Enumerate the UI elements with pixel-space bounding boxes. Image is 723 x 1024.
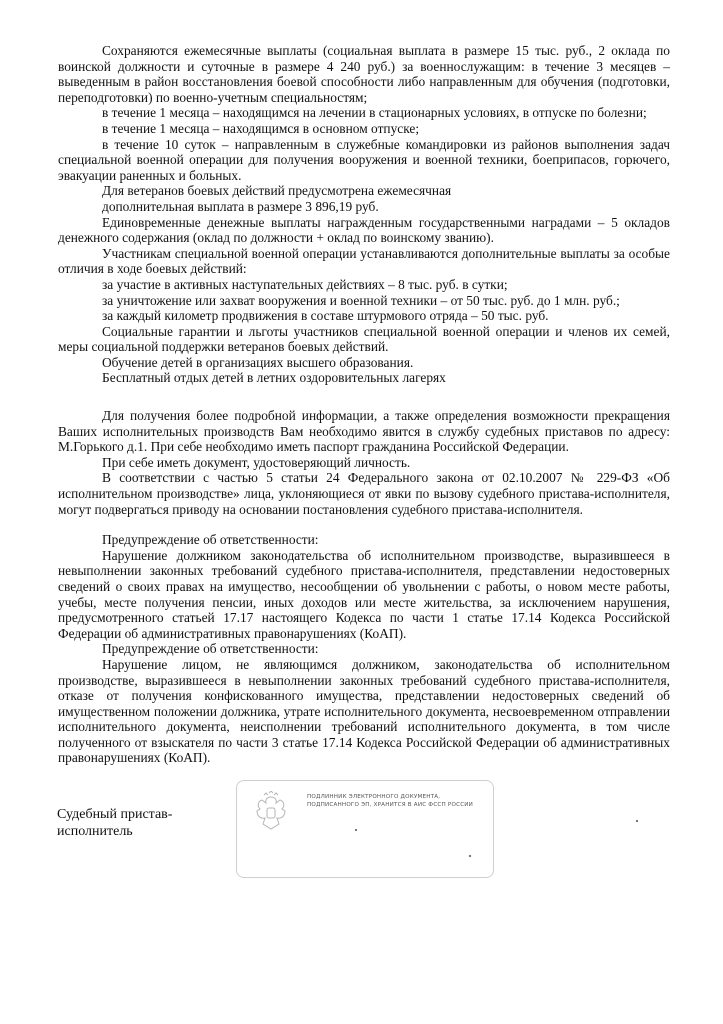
scan-speck <box>636 820 638 822</box>
scan-speck <box>469 855 471 857</box>
paragraph: Единовременные денежные выплаты награжденным государственными наградами – 5 окладов денежного содержания (оклад по должности + оклад по воинскому званию). <box>58 214 670 246</box>
paragraph: Для получения более подробной информации, а также определения возможности прекращения Ваших исполнительных производств Вам необходимо явится в службу судебных приставов по адресу: М.Горького д.1. При себе необходимо иметь паспорт гражданина Российской Федерации. <box>58 408 670 455</box>
electronic-signature-stamp <box>236 780 494 878</box>
paragraph: за уничтожение или захват вооружения и военной техники – от 50 тыс. руб. до 1 млн. руб.; <box>102 292 620 308</box>
stamp-line-2: ПОДПИСАННОГО ЭП, ХРАНИТСЯ В АИС ФССП РОССИИ <box>307 802 474 808</box>
stamp-line-1: ПОДЛИННИК ЭЛЕКТРОННОГО ДОКУМЕНТА, <box>307 794 441 800</box>
scan-speck <box>355 829 357 831</box>
signer-role-line2: исполнитель <box>57 824 133 839</box>
signer-role-line1: Судебный пристав- <box>57 807 173 822</box>
paragraph: за каждый километр продвижения в составе штурмового отряда – 50 тыс. руб. <box>102 308 549 324</box>
signer-block <box>57 806 172 840</box>
paragraph: в течение 10 суток – направленным в служебные командировки из районов выполнения задач специальной военной операции для получения вооружения и военной техники, боеприпасов, горючего, эвакуации раненных и больных. <box>58 136 670 183</box>
coat-of-arms-icon <box>249 791 293 835</box>
paragraph: дополнительная выплата в размере 3 896,19 руб. <box>102 198 379 214</box>
paragraph: в течение 1 месяца – находящимся в основном отпуске; <box>102 120 420 136</box>
paragraph: в течение 1 месяца – находящимся на лечении в стационарных условиях, в отпуске по болезни; <box>102 105 647 121</box>
benefits-section <box>58 43 670 386</box>
paragraph: за участие в активных наступательных действиях – 8 тыс. руб. в сутки; <box>102 276 508 292</box>
paragraph: Социальные гарантии и льготы участников специальной военной операции и членов их семей, меры социальной поддержки ветеранов боевых действий. <box>58 323 670 355</box>
notice-section <box>58 408 670 766</box>
paragraph: Предупреждение об ответственности: <box>102 532 319 548</box>
paragraph-gap <box>58 517 670 532</box>
paragraph: Сохраняются ежемесячные выплаты (социальная выплата в размере 15 тыс. руб., 2 оклада по воинской должности и суточные в размере 4 240 руб.) за военнослужащим: в течение 3 месяцев – выведенным в район восстановления боевой способности либо направленным для обучения (подготовки, переподготовки) по военно-учетным специальностям; <box>58 43 670 105</box>
paragraph: Бесплатный отдых детей в летних оздоровительных лагерях <box>102 370 446 386</box>
paragraph: Нарушение должником законодательства об исполнительном производстве, выразившееся в невыполнении законных требований судебного пристава-исполнителя, представлении недостоверных сведений о своих правах на имущество, несообщении об увольнении с работы, о новом месте работы, учебы, месте получения пенсии, иных доходов или месте жительства, за исключением нарушения, предусмотренного статьей 17.17 настоящего Кодекса по части 1 статье 17.14 Кодекса Российской Федерации об административных правонарушениях (КоАП). <box>58 547 670 641</box>
paragraph: При себе иметь документ, удостоверяющий личность. <box>102 454 411 470</box>
paragraph: Обучение детей в организациях высшего образования. <box>102 354 414 370</box>
paragraph: Предупреждение об ответственности: <box>102 641 319 657</box>
paragraph: Для ветеранов боевых действий предусмотрена ежемесячная <box>102 183 452 199</box>
paragraph: Нарушение лицом, не являющимся должником, законодательства об исполнительном производстве, выразившееся в невыполнении законных требований судебного пристава-исполнителя, отказе от получения конфискованного имущества, представлении недостоверных сведений об имущественном положении должника, утрате исполнительного документа, несвоевременном отправлении исполнительного документа, неисполнении требований исполнительного документа, в том числе полученного от взыскателя по части 3 статье 17.14 Кодекса Российской Федерации об административных правонарушениях (КоАП). <box>58 656 670 766</box>
paragraph: В соответствии с частью 5 статьи 24 Федерального закона от 02.10.2007 № 229-ФЗ «Об исполнительном производстве» лица, уклоняющиеся от явки по вызову судебного пристава-исполнителя, могут подвергаться приводу на основании постановления судебного пристава-исполнителя. <box>58 470 670 517</box>
paragraph: Участникам специальной военной операции устанавливаются дополнительные выплаты за особые отличия в ходе боевых действий: <box>58 245 670 277</box>
